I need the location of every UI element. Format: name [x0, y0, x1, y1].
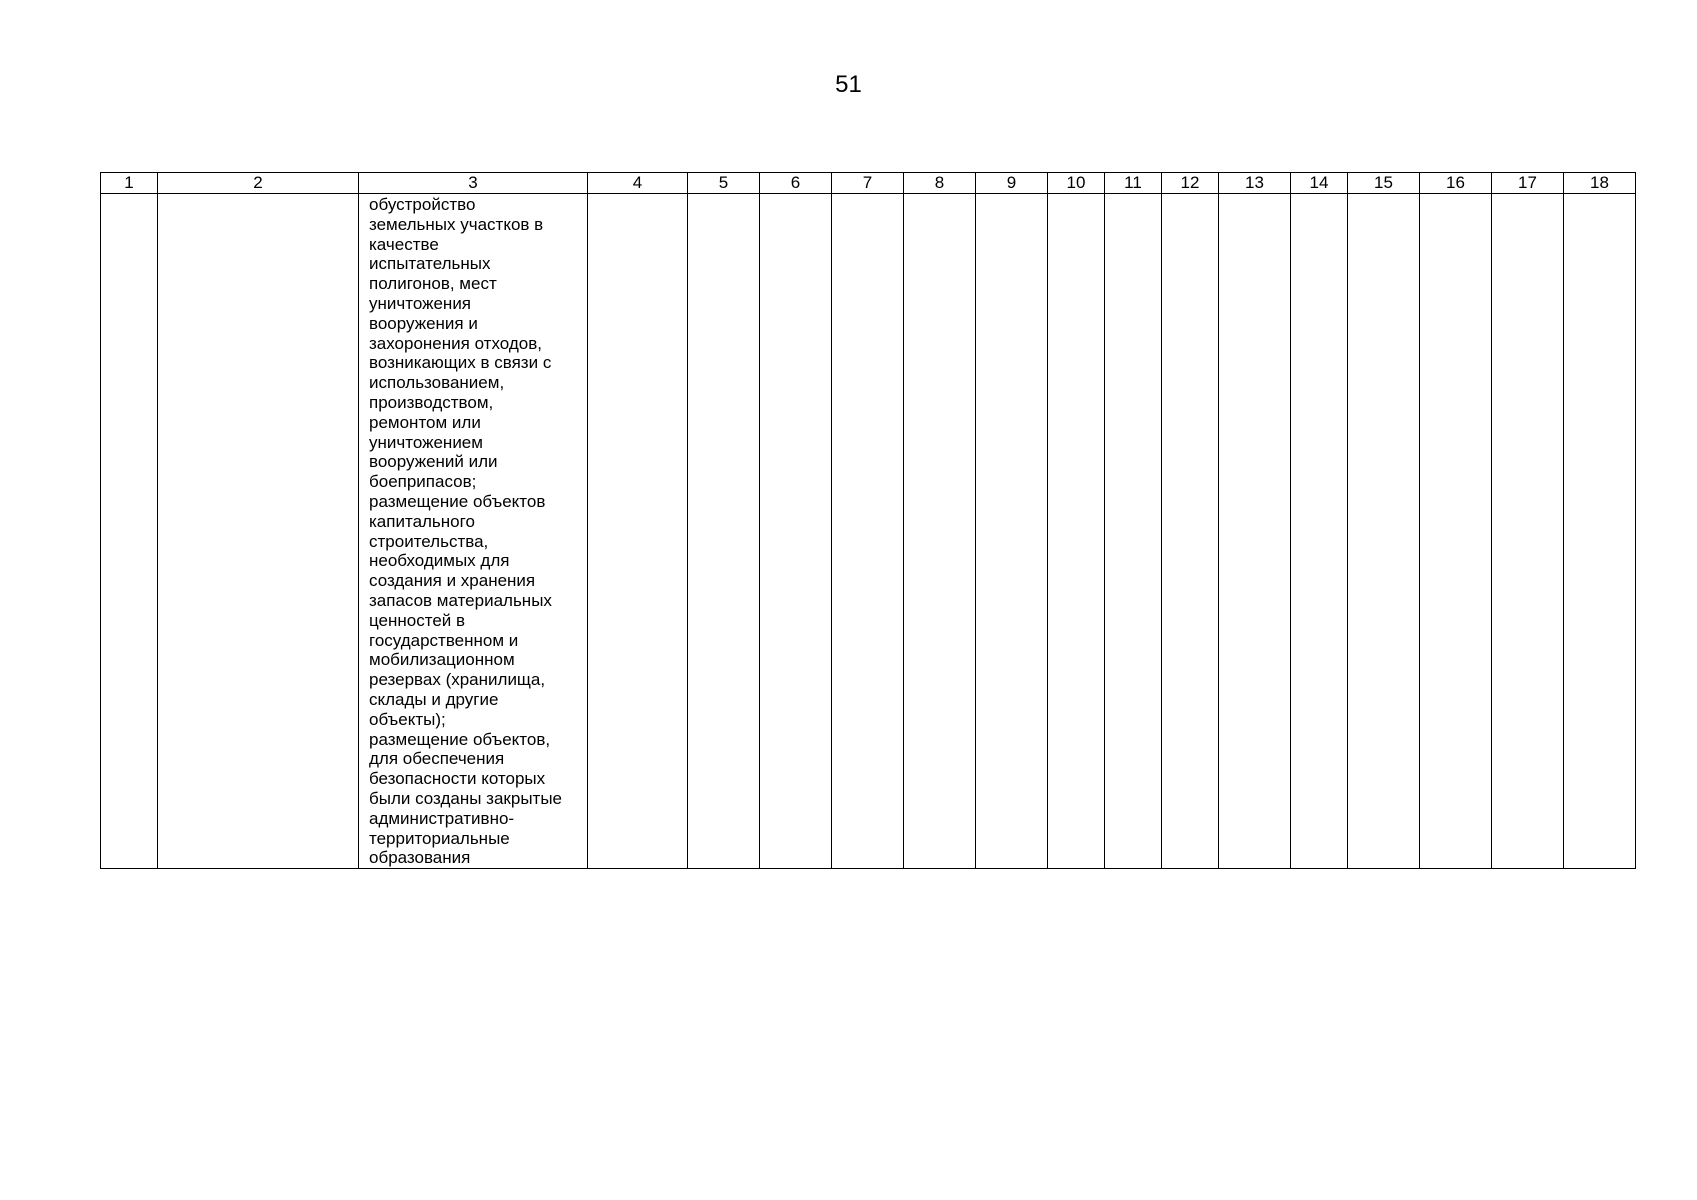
header-row	[101, 173, 1636, 194]
cell-col-10	[1048, 194, 1105, 869]
cell-text-line: возникающих в связи с	[369, 353, 552, 373]
cell-col-8	[904, 194, 976, 869]
cell-text-line: безопасности которых	[369, 769, 546, 789]
cell-text-line: образования	[369, 848, 471, 868]
cell-text-line: земельных участков в	[369, 214, 544, 234]
cell-text-line: капитального	[369, 511, 475, 531]
column-header-18: 18	[1564, 173, 1636, 194]
column-header-10: 10	[1048, 173, 1105, 194]
column-header-1: 1	[101, 173, 158, 194]
column-header-2: 2	[158, 173, 359, 194]
cell-col-17	[1492, 194, 1564, 869]
cell-text-line: боеприпасов;	[369, 472, 477, 492]
column-header-12: 12	[1162, 173, 1219, 194]
column-header-11: 11	[1105, 173, 1162, 194]
column-header-3: 3	[359, 173, 588, 194]
cell-col-2	[158, 194, 359, 869]
cell-col-6	[760, 194, 832, 869]
cell-text-line: ценностей в	[369, 610, 466, 630]
cell-text-line: полигонов, мест	[369, 274, 497, 294]
cell-text-line: использованием,	[369, 373, 505, 393]
cell-text-line: ремонтом или	[369, 412, 481, 432]
cell-text-line: производством,	[369, 392, 494, 412]
column-header-13: 13	[1219, 173, 1291, 194]
column-header-14: 14	[1291, 173, 1348, 194]
cell-text-line: размещение объектов,	[369, 729, 551, 749]
cell-text-line: мобилизационном	[369, 650, 515, 670]
cell-text-line: строительства,	[369, 531, 489, 551]
cell-text-line: уничтожения	[369, 293, 472, 313]
cell-col-11	[1105, 194, 1162, 869]
cell-text-line: резервах (хранилища,	[369, 670, 546, 690]
cell-text-line: необходимых для	[369, 551, 510, 571]
cell-col-5	[688, 194, 760, 869]
cell-text-line: размещение объектов	[369, 491, 546, 511]
cell-text-line: склады и другие	[369, 689, 499, 709]
cell-text-line: создания и хранения	[369, 571, 536, 591]
cell-col-4	[588, 194, 688, 869]
cell-col-9	[976, 194, 1048, 869]
cell-text-line: объекты);	[369, 709, 446, 729]
cell-col-12	[1162, 194, 1219, 869]
cell-text-line: вооружений или	[369, 452, 498, 472]
cell-text-line: захоронения отходов,	[369, 333, 542, 353]
cell-col-16	[1420, 194, 1492, 869]
column-header-6: 6	[760, 173, 832, 194]
column-header-7: 7	[832, 173, 904, 194]
cell-col-3	[359, 194, 588, 869]
cell-text-line: запасов материальных	[369, 590, 552, 610]
data-table	[100, 172, 1636, 869]
cell-text-line: государственном и	[369, 630, 519, 650]
cell-text-line: для обеспечения	[369, 749, 505, 769]
cell-text-line: административно-	[369, 808, 515, 828]
column-header-17: 17	[1492, 173, 1564, 194]
column-header-9: 9	[976, 173, 1048, 194]
cell-col-13	[1219, 194, 1291, 869]
cell-text-line: уничтожением	[369, 432, 483, 452]
cell-col-14	[1291, 194, 1348, 869]
column-header-5: 5	[688, 173, 760, 194]
cell-col-15	[1348, 194, 1420, 869]
cell-text-line: территориальные	[369, 828, 510, 848]
column-header-15: 15	[1348, 173, 1420, 194]
cell-text-line: качестве	[369, 234, 439, 254]
column-header-8: 8	[904, 173, 976, 194]
cell-text-line: были созданы закрытые	[369, 788, 562, 808]
cell-text-line: вооружения и	[369, 313, 478, 333]
column-header-4: 4	[588, 173, 688, 194]
page-number: 51	[835, 71, 862, 98]
cell-col-18	[1564, 194, 1636, 869]
cell-col-1	[101, 194, 158, 869]
table-row	[101, 194, 1636, 869]
column-header-16: 16	[1420, 173, 1492, 194]
cell-text-line: обустройство	[369, 195, 476, 214]
cell-col-7	[832, 194, 904, 869]
cell-text-line: испытательных	[369, 254, 491, 274]
